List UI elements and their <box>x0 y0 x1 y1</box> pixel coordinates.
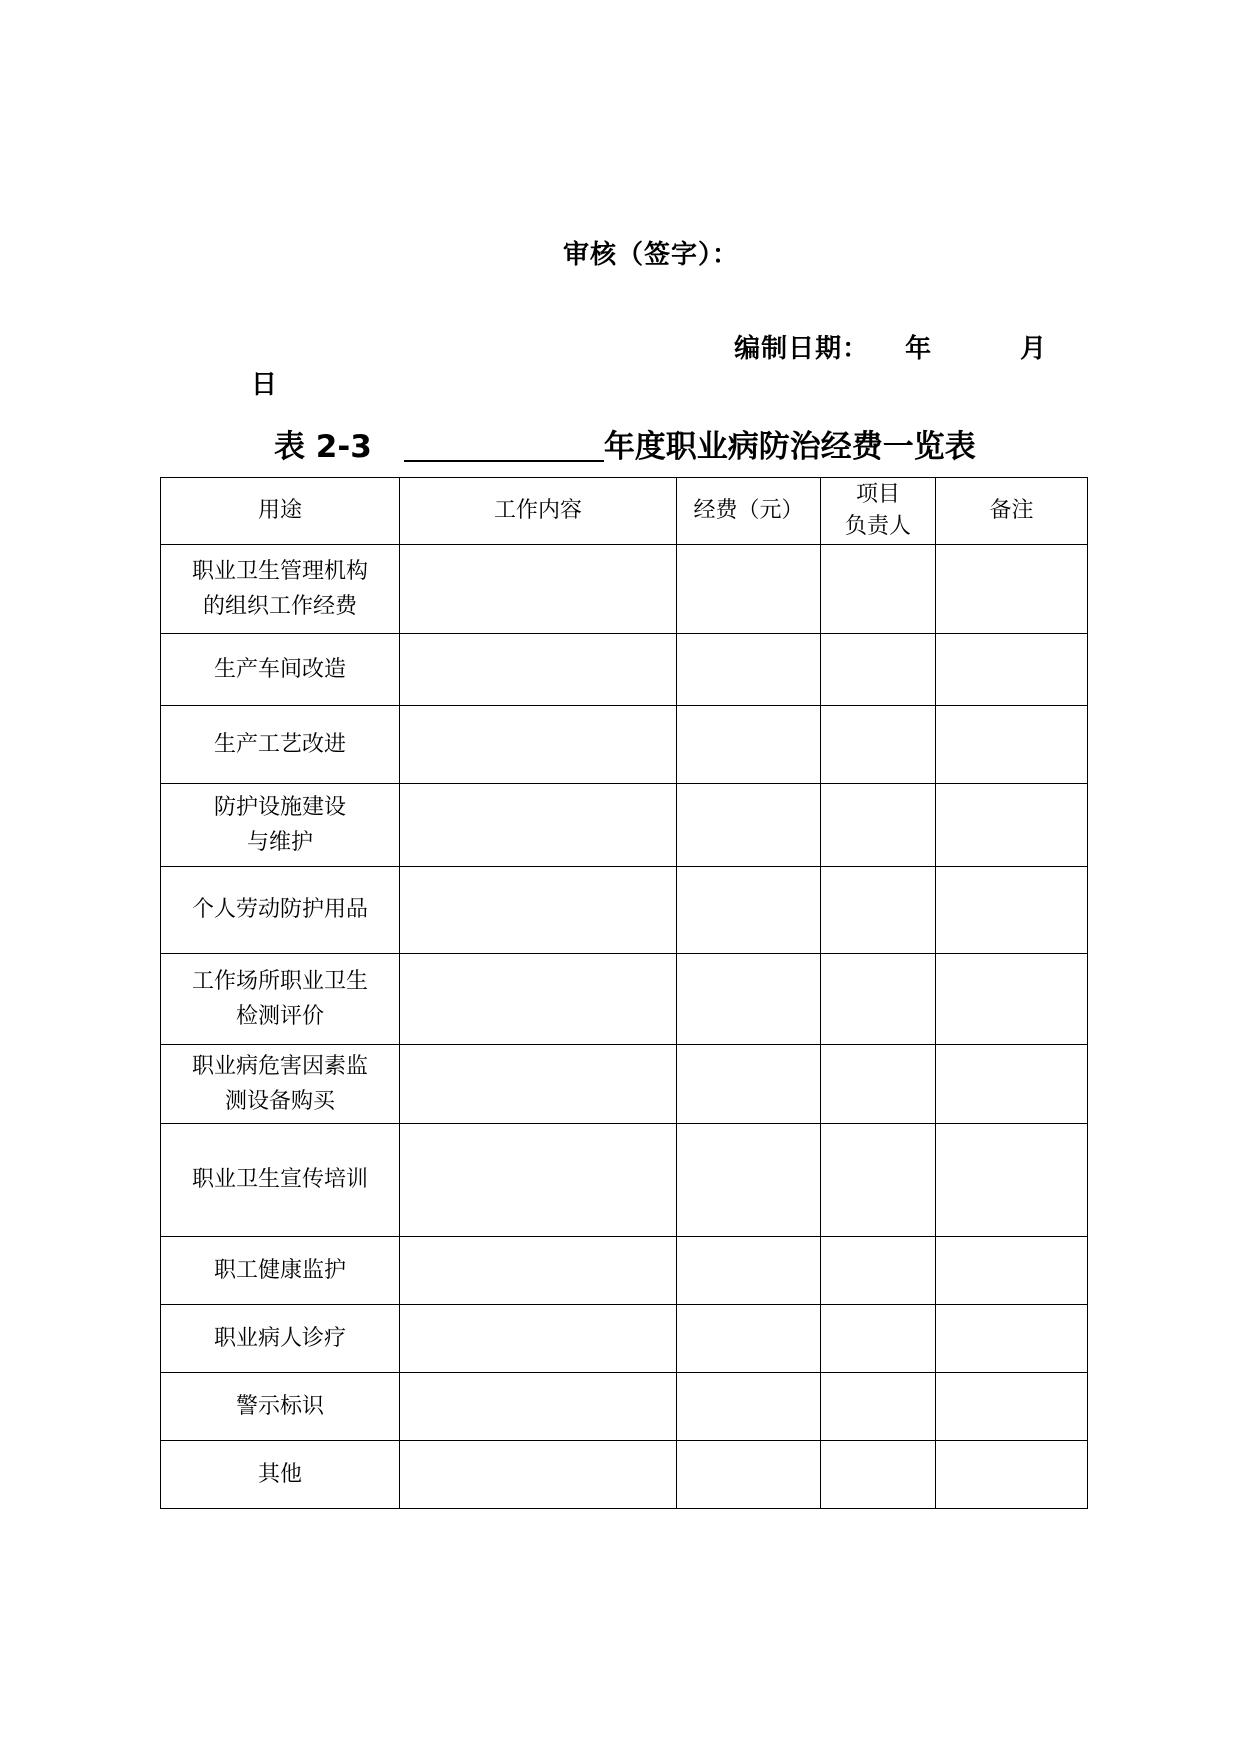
content-cell <box>400 954 677 1045</box>
use-cell-line1: 职业卫生管理机构 <box>191 558 368 584</box>
manager-cell <box>821 634 936 706</box>
remark-cell <box>936 1237 1088 1305</box>
use-cell <box>161 706 400 784</box>
use-cell-line1: 职业卫生宣传培训 <box>191 1167 368 1193</box>
cost-cell <box>677 784 821 867</box>
table-row <box>161 1045 1088 1124</box>
use-cell-line1: 个人劳动防护用品 <box>191 897 368 923</box>
remark-cell <box>936 954 1088 1045</box>
use-cell <box>161 1373 400 1441</box>
content-cell <box>400 1305 677 1373</box>
remark-cell <box>936 706 1088 784</box>
day-label: 日 <box>251 370 279 400</box>
manager-cell <box>821 1373 936 1441</box>
table-row <box>161 784 1088 867</box>
cost-cell <box>677 867 821 954</box>
table-title <box>274 426 976 466</box>
manager-cell <box>821 954 936 1045</box>
cost-cell <box>677 1305 821 1373</box>
month-label: 月 <box>1020 334 1048 364</box>
use-cell-line2: 测设备购买 <box>224 1089 335 1114</box>
table-row <box>161 1305 1088 1373</box>
manager-cell <box>821 1237 936 1305</box>
use-cell-line2: 与维护 <box>246 830 313 855</box>
column-header-remark: 备注 <box>936 478 1088 545</box>
table-row <box>161 1237 1088 1305</box>
table-row <box>161 1441 1088 1509</box>
column-header-manager-line2: 负责人 <box>844 514 911 539</box>
remark-cell <box>936 1124 1088 1237</box>
table-header-row <box>161 478 1088 545</box>
compile-date-label: 编制日期： <box>734 334 870 364</box>
table-row <box>161 954 1088 1045</box>
column-header-manager-line1: 项目 <box>855 482 900 508</box>
table-row <box>161 706 1088 784</box>
use-cell-line2: 的组织工作经费 <box>202 594 357 619</box>
remark-cell <box>936 1045 1088 1124</box>
use-cell-line1: 防护设施建设 <box>213 794 346 820</box>
table-row <box>161 1124 1088 1237</box>
use-cell <box>161 1305 400 1373</box>
year-blank-field <box>404 428 604 462</box>
cost-cell <box>677 706 821 784</box>
content-cell <box>400 1373 677 1441</box>
use-cell <box>161 1237 400 1305</box>
use-cell-line1: 职业病人诊疗 <box>213 1325 346 1351</box>
use-cell <box>161 545 400 634</box>
use-cell-line1: 职业病危害因素监 <box>191 1053 368 1079</box>
remark-cell <box>936 867 1088 954</box>
use-cell-line1: 生产车间改造 <box>213 656 346 682</box>
table-row <box>161 545 1088 634</box>
content-cell <box>400 867 677 954</box>
manager-cell <box>821 1305 936 1373</box>
use-cell-line1: 警示标识 <box>235 1393 324 1419</box>
cost-cell <box>677 634 821 706</box>
content-cell <box>400 1441 677 1509</box>
content-cell <box>400 545 677 634</box>
cost-cell <box>677 1373 821 1441</box>
use-cell-line1: 工作场所职业卫生 <box>191 968 368 994</box>
cost-cell <box>677 545 821 634</box>
table-number: 表 2-3 <box>274 429 372 465</box>
content-cell <box>400 784 677 867</box>
use-cell-line1: 职工健康监护 <box>213 1257 346 1283</box>
column-header-cost: 经费（元） <box>677 478 821 545</box>
table-title-text: 年度职业病防治经费一览表 <box>603 429 976 465</box>
use-cell <box>161 784 400 867</box>
manager-cell <box>821 545 936 634</box>
remark-cell <box>936 545 1088 634</box>
use-cell <box>161 867 400 954</box>
remark-cell <box>936 1441 1088 1509</box>
use-cell <box>161 1124 400 1237</box>
use-cell-line1: 生产工艺改进 <box>213 731 346 757</box>
use-cell <box>161 1441 400 1509</box>
remark-cell <box>936 1373 1088 1441</box>
manager-cell <box>821 784 936 867</box>
use-cell-line1: 其他 <box>257 1461 302 1487</box>
manager-cell <box>821 706 936 784</box>
content-cell <box>400 1045 677 1124</box>
content-cell <box>400 634 677 706</box>
column-header-manager <box>821 478 936 545</box>
remark-cell <box>936 1305 1088 1373</box>
year-label: 年 <box>905 334 933 364</box>
content-cell <box>400 1237 677 1305</box>
use-cell <box>161 634 400 706</box>
remark-cell <box>936 634 1088 706</box>
budget-table <box>160 477 1088 1509</box>
cost-cell <box>677 1441 821 1509</box>
use-cell-line2: 检测评价 <box>235 1004 324 1029</box>
cost-cell <box>677 1237 821 1305</box>
manager-cell <box>821 1045 936 1124</box>
use-cell <box>161 954 400 1045</box>
cost-cell <box>677 954 821 1045</box>
cost-cell <box>677 1124 821 1237</box>
column-header-use: 用途 <box>161 478 400 545</box>
content-cell <box>400 1124 677 1237</box>
table-row <box>161 634 1088 706</box>
manager-cell <box>821 1124 936 1237</box>
content-cell <box>400 706 677 784</box>
manager-cell <box>821 867 936 954</box>
reviewer-signature-label: 审核（签字）： <box>563 240 740 270</box>
manager-cell <box>821 1441 936 1509</box>
remark-cell <box>936 784 1088 867</box>
table-row <box>161 1373 1088 1441</box>
table-row <box>161 867 1088 954</box>
compile-date-line <box>714 298 1047 365</box>
use-cell <box>161 1045 400 1124</box>
column-header-content: 工作内容 <box>400 478 677 545</box>
cost-cell <box>677 1045 821 1124</box>
